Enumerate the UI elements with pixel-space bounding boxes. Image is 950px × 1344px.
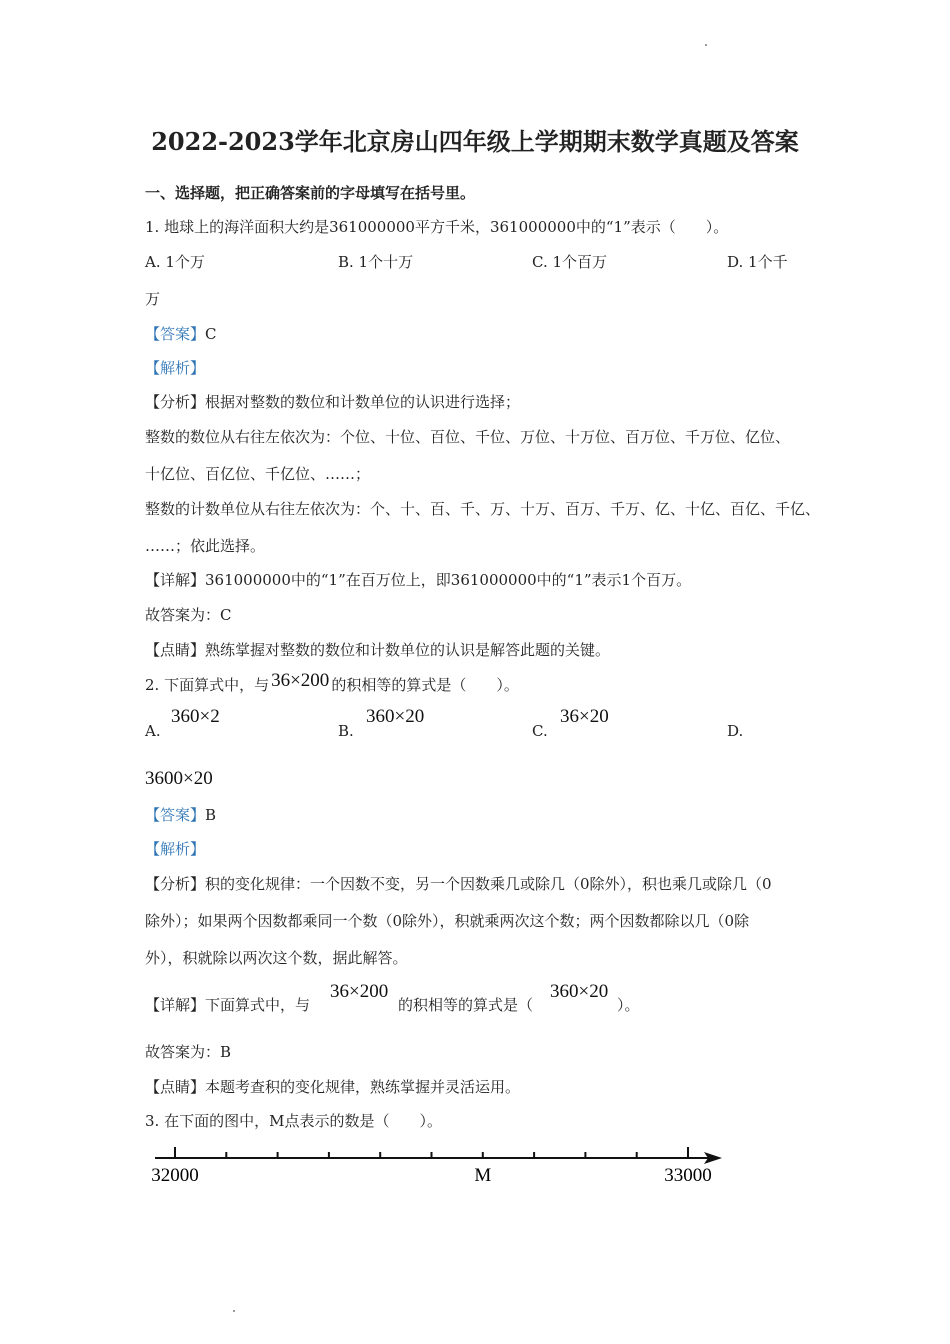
q2-analysis-line: 除外）；如果两个因数都乘同一个数（0除外），积就乘两次这个数；两个因数都除以几（0除 — [145, 912, 750, 930]
q2-option-b-expr: 360×20 — [366, 706, 425, 727]
q1-option-a: A. 1个万 — [145, 253, 205, 271]
section-heading: 一、选择题，把正确答案前的字母填写在括号里。 — [145, 184, 476, 202]
q2-detail-a: 【详解】下面算式中，与 — [145, 996, 311, 1014]
q2-option-a-expr: 360×2 — [171, 706, 220, 727]
q3-stem: 3. 在下面的图中，M点表示的数是（ ）。 — [145, 1112, 442, 1130]
q2-analysis-line: 外），积就除以两次这个数，据此解答。 — [145, 949, 408, 967]
q2-option-b-letter: B. — [338, 722, 354, 740]
q2-option-c-expr: 36×20 — [560, 706, 609, 727]
q2-option-d-expr: 3600×20 — [145, 768, 213, 789]
q2-detail-expr1: 36×200 — [330, 981, 389, 1002]
q2-detail-b: 的积相等的算式是（ — [398, 996, 534, 1014]
q2-final: 故答案为：B — [145, 1043, 232, 1061]
q1-detail: 【详解】361000000中的“1”在百万位上，即361000000中的“1”表示1个百万。 — [145, 571, 692, 589]
start-label: 32000 — [151, 1165, 199, 1186]
q2-stem-expr: 36×200 — [271, 670, 330, 691]
q2-analysis-line: 【分析】积的变化规律：一个因数不变，另一个因数乘几或除几（0除外），积也乘几或除几（0 — [145, 875, 772, 893]
q2-jiexi: 【解析】 — [145, 840, 206, 858]
q2-answer — [145, 805, 216, 825]
answer-tag: 【答案】 — [145, 806, 206, 824]
q2-detail-expr2: 360×20 — [550, 981, 609, 1002]
q2-stem — [145, 670, 519, 696]
q2-stem-text: 的积相等的算式是（ ）。 — [331, 676, 519, 694]
q1-analysis-line: ……；依此选择。 — [145, 537, 266, 555]
q2-note: 【点睛】本题考查积的变化规律，熟练掌握并灵活运用。 — [145, 1078, 521, 1096]
q1-answer — [145, 324, 217, 344]
answer-value: B — [205, 806, 217, 824]
q1-option-b: B. 1个十万 — [338, 253, 414, 271]
q1-option-d-wrap: 万 — [145, 290, 161, 308]
q2-stem-text: 2. 下面算式中，与 — [145, 676, 270, 694]
q1-final: 故答案为：C — [145, 606, 232, 624]
q2-option-d-letter: D. — [727, 722, 744, 740]
q1-analysis-line: 整数的计数单位从右往左依次为：个、十、百、千、万、十万、百万、千万、亿、十亿、百亿、千亿、 — [145, 500, 821, 518]
answer-value: C — [205, 325, 217, 343]
q1-stem: 1. 地球上的海洋面积大约是361000000平方千米，361000000中的“1”表示（ ）。 — [145, 218, 729, 236]
q2-detail-c: ）。 — [617, 996, 640, 1014]
q1-note: 【点睛】熟练掌握对整数的数位和计数单位的认识是解答此题的关键。 — [145, 641, 611, 659]
q2-option-c-letter: C. — [532, 722, 548, 740]
q2-option-a-letter: A. — [145, 722, 161, 740]
point-m-label: M — [474, 1165, 492, 1186]
answer-tag: 【答案】 — [145, 325, 206, 343]
q1-analysis-line: 【分析】根据对整数的数位和计数单位的认识进行选择； — [145, 393, 521, 411]
q1-option-c: C. 1个百万 — [532, 253, 608, 271]
end-label: 33000 — [664, 1165, 712, 1186]
page-mark-bottom — [233, 1310, 235, 1312]
number-line — [0, 1140, 950, 1200]
q1-analysis-line: 整数的数位从右往左依次为：个位、十位、百位、千位、万位、十万位、百万位、千万位、亿位、 — [145, 428, 791, 446]
page-title: 2022-2023学年北京房山四年级上学期期末数学真题及答案 — [151, 127, 799, 156]
q1-analysis-line: 十亿位、百亿位、千亿位、……； — [145, 465, 371, 483]
page-mark-top — [705, 44, 707, 46]
q1-jiexi: 【解析】 — [145, 359, 206, 377]
q1-option-d: D. 1个千 — [727, 253, 788, 271]
